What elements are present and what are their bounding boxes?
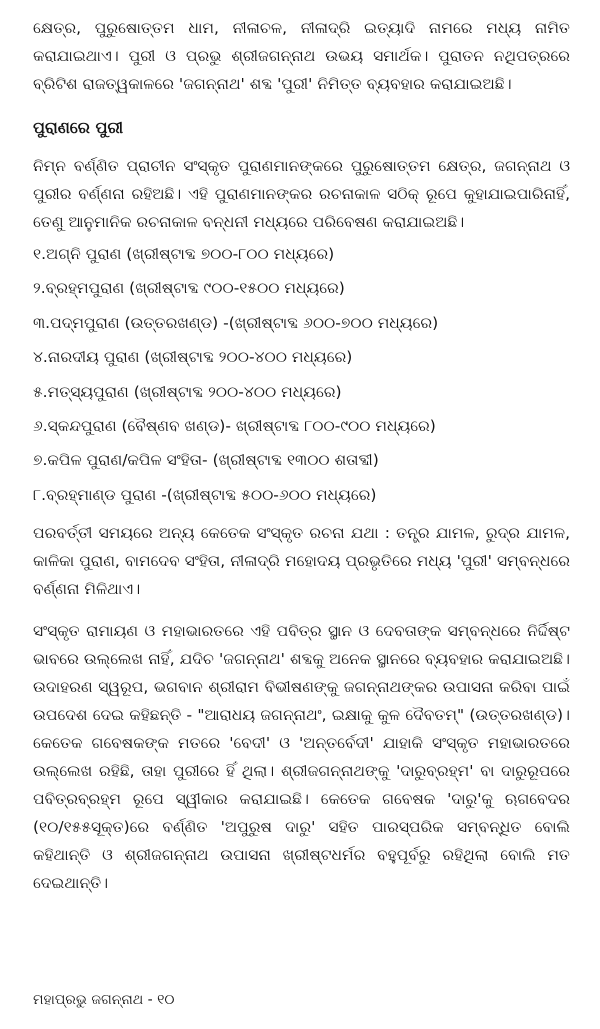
later-texts-paragraph: ପରବର୍ତ୍ତୀ ସମୟରେ ଅନ୍ୟ କେତେକ ସଂସ୍କୃତ ରଚନା ଯଥା : ତନ୍ତ୍ର ଯାମଳ, ରୁଦ୍ର ଯାମଳ, କାଳିକା ପୁରାଣ, ବାମଦେବ ସଂହିତା, ନୀଳାଦ୍ରି ମହୋଦୟ ପ୍ରଭୃତିରେ ମଧ୍ୟ 'ପୁରୀ' ସମ୍ବନ୍ଧରେ ବର୍ଣ୍ଣନା ମିଳିଥାଏ। [33,524,570,599]
purana-list [33,244,570,505]
list-item: ୩.ପଦ୍ମପୁରାଣ (ଉତ୍ତରଖଣ୍ଡ) -(ଖ୍ରୀଷ୍ଟାବ୍ଦ ୬୦୦-୭୦୦ ମଧ୍ୟରେ) [33,313,439,332]
list-item: ୫.ମତ୍ସ୍ୟପୁରାଣ (ଖ୍ରୀଷ୍ଟାବ୍ଦ ୨୦୦-୪୦୦ ମଧ୍ୟରେ) [33,382,342,401]
list-item: ୪.ନାରଦୀୟ ପୁରାଣ (ଖ୍ରୀଷ୍ଟାବ୍ଦ ୨୦୦-୪୦୦ ମଧ୍ୟରେ) [33,348,353,367]
list-item: ୬.ସ୍କନ୍ଦପୁରାଣ (ବୈଷ୍ଣବ ଖଣ୍ଡ)- ଖ୍ରୀଷ୍ଟାବ୍ଦ ୮୦୦-୯୦୦ ମଧ୍ୟରେ) [33,416,436,435]
intro-paragraph: କ୍ଷେତ୍ର, ପୁରୁଷୋତ୍ତମ ଧାମ, ନୀଳାଚଳ, ନୀଳାଦ୍ରି ଇତ୍ୟାଦି ନାମରେ ମଧ୍ୟ ନାମିତ କରାଯାଇଥାଏ। ପୁରୀ ଓ ପ୍ରଭୁ ଶ୍ରୀଜଗନ୍ନାଥ ଉଭୟ ସମାର୍ଥକ। ପୁରାତନ ନଥିପତ୍ରରେ ବ୍ରିଟିଶ ରାଜତ୍ୱକାଳରେ 'ଜଗନ୍ନାଥ' ଶବ୍ଦ 'ପୁରୀ' ନିମିତ୍ତ ବ୍ୟବହାର କରାଯାଇଅଛି। [33,19,570,93]
list-item: ୮.ବ୍ରହ୍ମାଣ୍ଡ ପୁରାଣ -(ଖ୍ରୀଷ୍ଟାବ୍ଦ ୫୦୦-୬୦୦ ମଧ୍ୟରେ) [33,485,377,504]
page-footer: ମହାପ୍ରଭୁ ଜଗନ୍ନାଥ - ୧୦ [33,992,175,1008]
list-item: ୨.ବ୍ରହ୍ମପୁରାଣ (ଖ୍ରୀଷ୍ଟାବ୍ଦ ୯୦୦-୧୫୦୦ ମଧ୍ୟରେ) [33,279,345,298]
epics-paragraph: ସଂସ୍କୃତ ରାମାୟଣ ଓ ମହାଭାରତରେ ଏହି ପବିତ୍ର ସ୍ଥାନ ଓ ଦେବତାଙ୍କ ସମ୍ବନ୍ଧରେ ନିର୍ଦ୍ଦିଷ୍ଟ ଭାବରେ ଉଲ୍ଲେଖ ନାହିଁ, ଯଦିଚ 'ଜଗନ୍ନାଥ' ଶବ୍ଦକୁ ଅନେକ ସ୍ଥାନରେ ବ୍ୟବହାର କରାଯାଇଅଛି। ଉଦାହରଣ ସ୍ୱରୂପ, ଭଗବାନ ଶ୍ରୀରାମ ବିଭୀଷଣଙ୍କୁ ଜଗନ୍ନାଥଙ୍କର ଉପାସନା କରିବା ପାଇଁ ଉପଦେଶ ଦେଇ କହିଛନ୍ତି - "ଆରାଧୟ ଜଗନ୍ନାଥଂ, ଇକ୍ଷାକୁ କୁଳ ଦୈବତମ୍" (ଉତ୍ତରଖଣ୍ଡ)। କେତେକ ଗବେଷକଙ୍କ ମତରେ 'ବେଦୀ' ଓ 'ଅନ୍ତର୍ବେଦୀ' ଯାହାକି ସଂସ୍କୃତ ମହାଭାରତରେ ଉଲ୍ଲେଖ ରହିଛି, ତାହା ପୁରୀରେ ହିଁ ଥିଲା। ଶ୍ରୀଜଗନ୍ନାଥଙ୍କୁ 'ଦାରୁବ୍ରହ୍ମ' ବା ଦାରୁରୂପରେ ପବିତ୍ରବ୍ରହ୍ମ ରୂପେ ସ୍ୱୀକାର କରାଯାଇଛି। କେତେକ ଗବେଷକ 'ଦାରୁ'କୁ ଋଗବେଦର (୧୦/୧୫୫ସୂକ୍ତ)ରେ ବର୍ଣ୍ଣିତ 'ଅପୁରୁଷ ଦାରୁ' ସହିତ ପାରସ୍ପରିକ ସମ୍ବନ୍ଧିତ ବୋଲି କହିଥାନ୍ତି ଓ ଶ୍ରୀଜଗନ୍ନାଥ ଉପାସନା ଖ୍ରୀଷ୍ଟଧର୍ମର ବହୁପୂର୍ବରୁ ରହିଥିଲା ବୋଲି ମତ ଦେଇଥାନ୍ତି। [33,622,570,893]
list-item: ୭.କପିଳ ପୁରାଣ/କପିଳ ସଂହିତା- (ଖ୍ରୀଷ୍ଟାବ୍ଦ ୧୩୦୦ ଶତାବ୍ଦୀ) [33,451,379,470]
section-heading: ପୁରାଣରେ ପୁରୀ [33,118,124,137]
purana-intro-paragraph: ନିମ୍ନ ବର୍ଣ୍ଣିତ ପ୍ରାଚୀନ ସଂସ୍କୃତ ପୁରାଣମାନଙ୍କରେ ପୁରୁଷୋତ୍ତମ କ୍ଷେତ୍ର, ଜଗନ୍ନାଥ ଓ ପୁରୀର ବର୍ଣ୍ଣନା ରହିଅଛି। ଏହି ପୁରାଣମାନଙ୍କର ରଚନାକାଳ ସଠିକ୍ ରୂପେ କୁହାଯାଇପାରିନାହିଁ, ତେଣୁ ଆନୁମାନିକ ରଚନାକାଳ ବନ୍ଧନୀ ମଧ୍ୟରେ ପରିବେଷଣ କରାଯାଇଅଛି। [33,157,570,231]
list-item: ୧.ଅଗ୍ନି ପୁରାଣ (ଖ୍ରୀଷ୍ଟାବ୍ଦ ୭୦୦-୮୦୦ ମଧ୍ୟରେ) [33,245,335,263]
